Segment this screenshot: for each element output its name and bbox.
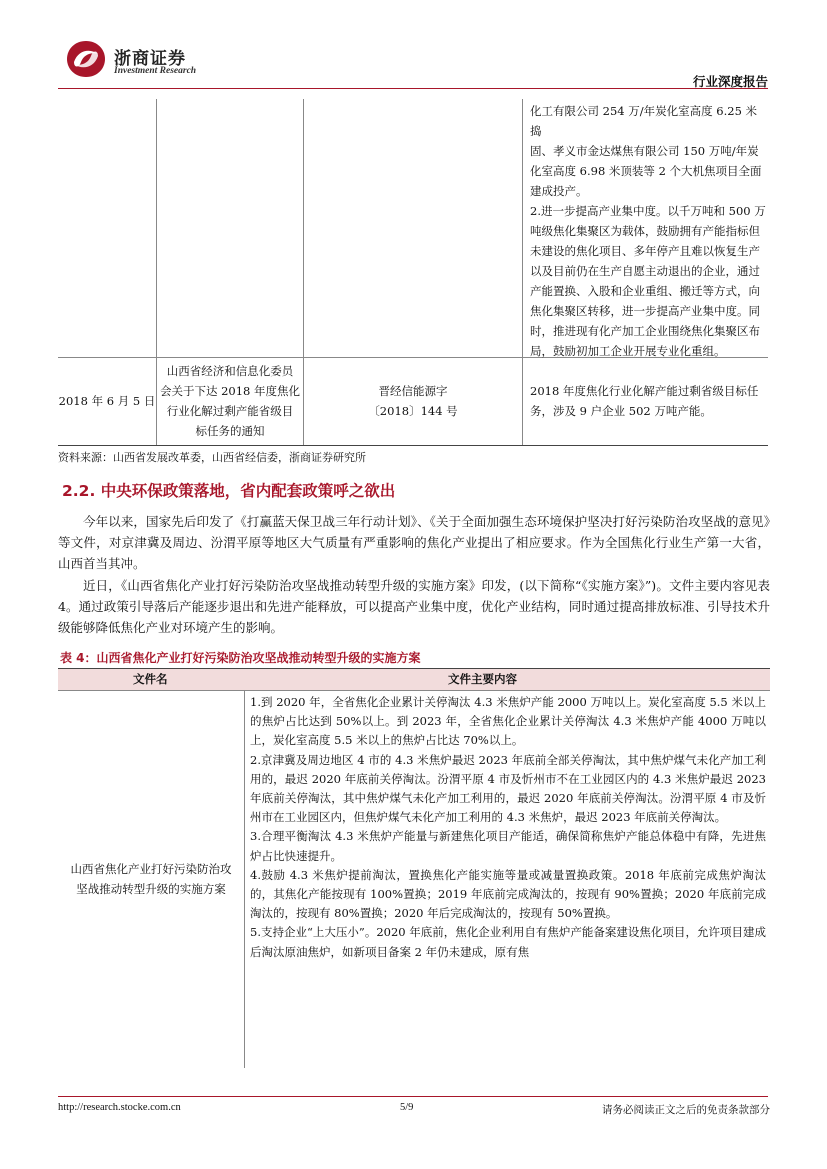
plan-item: 4.鼓励 4.3 米焦炉提前淘汰，置换焦化产能实施等量或减量置换政策。2018 年底前完成焦炉淘汰的，其焦化产能按现有 100%置换；2019 年底前完成淘汰的，按现有 90%置换；2020 年底前完成淘汰的，按现有 80%置换；2020 年后完成淘汰的，按现有 50%置换。: [250, 867, 766, 921]
table-cell-title: [157, 361, 303, 441]
cell-line: 产能置换、入股和企业重组、搬迁等方式，向: [530, 284, 760, 298]
table-header-row: [58, 668, 770, 690]
cell-line: 化室高度 6.98 米顶装等 2 个大机焦项目全面: [530, 164, 762, 178]
body-paragraph-2: 近日，《山西省焦化产业打好污染防治攻坚战推动转型升级的实施方案》印发，(以下简称“《实施方案》”)。文件主要内容见表 4。通过政策引导落后产能逐步退出和先进产能释放，可以提高产业集中度，优化产业结构，同时通过提高排放标准、引导技术升级能够降低焦化产业对环境产生的影响。: [58, 578, 770, 635]
cell-line: 标任务的通知: [195, 424, 265, 438]
cell-line: 化工有限公司 254 万/年炭化室高度 6.25 米捣: [530, 104, 758, 138]
table-header-content: 文件主要内容: [448, 672, 517, 686]
plan-item: 2.京津冀及周边地区 4 市的 4.3 米焦炉最迟 2023 年底前全部关停淘汰，其中焦炉煤气未化产加工利用的，最迟 2020 年底前关停淘汰。汾渭平原 4 市及忻州市不在工业园区内的 4.3 米焦炉最迟 2023 年底前关停淘汰，其中焦炉煤气未化产加工利用的，最迟 2020 年底前关停淘汰。汾渭平原 4 市及忻州市在工业园区内，但焦炉煤气未化产加工利用的 4.3 米焦炉，最迟 2023 年底前关停淘汰。: [250, 752, 766, 825]
cell-line: 务，涉及 9 户企业 502 万吨产能。: [530, 404, 712, 418]
table-cell-date: 2018 年 6 月 5 日: [58, 394, 156, 408]
table-cell-main-content: [244, 690, 770, 1068]
header-divider: [58, 88, 768, 89]
cell-line: 〔2018〕144 号: [368, 404, 458, 418]
cell-line: 局，鼓励初加工企业开展专业化重组。: [530, 344, 726, 358]
cell-line: 以及目前仍在生产自愿主动退出的企业，通过: [530, 264, 760, 278]
footer-disclaimer: 请务必阅读正文之后的免责条款部分: [602, 1104, 770, 1116]
cell-line: 2.进一步提高产业集中度。以千万吨和 500 万: [530, 204, 766, 218]
body-paragraph-1: 今年以来，国家先后印发了《打赢蓝天保卫战三年行动计划》、《关于全面加强生态环境保护坚决打好污染防治攻坚战的意见》等文件，对京津冀及周边、汾渭平原等地区大气质量有严重影响的焦化产业提出了相应要求。作为全国焦化行业生产第一大省，山西首当其冲。: [58, 514, 770, 571]
table-header-doc-name: 文件名: [133, 672, 168, 686]
cell-line: 山西省焦化产业打好污染防治攻: [70, 862, 232, 876]
cell-line: 焦化集聚区转移，进一步提高产业集中度。同: [530, 304, 760, 318]
cell-line: 行业化解过剩产能省级目: [166, 404, 294, 418]
cell-line: 时，推进现有化产加工企业围绕焦化集聚区布: [530, 324, 760, 338]
table-top-rule: [58, 668, 770, 669]
plan-item: 1.到 2020 年，全省焦化企业累计关停淘汰 4.3 米焦炉产能 2000 万吨以上。炭化室高度 5.5 米以上的焦炉占比达到 50%以上。到 2023 年，全省焦化企业累计关停淘汰 4.3 米焦炉产能 4000 万吨以上，炭化室高度 5.5 米以上的焦炉占比达 70%以上。: [250, 695, 766, 748]
plan-item: 3.合理平衡淘汰 4.3 米焦炉产能量与新建焦化项目产能适，确保简称焦炉产能总体稳中有降，先进焦炉占比快速提升。: [250, 829, 766, 863]
table-cell-content: [530, 381, 768, 421]
table-cell-doc-number: [304, 381, 522, 421]
cell-line: 吨级焦化集聚区为载体，鼓励拥有产能指标但: [530, 224, 760, 238]
cell-line: 坚战推动转型升级的实施方案: [76, 882, 226, 896]
implementation-plan-table: [58, 668, 770, 1068]
table-cell-doc-name: [58, 690, 244, 1068]
page-header: [58, 40, 768, 89]
source-note: 资料来源：山西省发展改革委，山西省经信委，浙商证券研究所: [58, 451, 366, 464]
cell-line: 建成投产。: [530, 184, 588, 198]
footer-url-link[interactable]: http://research.stocke.com.cn: [58, 1102, 181, 1113]
cell-line: 固、孝义市金达煤焦有限公司 150 万吨/年炭: [530, 144, 759, 158]
table-cell-content-continued: [530, 101, 768, 361]
table-col-divider: [522, 99, 523, 445]
plan-item: 5.支持企业“上大压小”。2020 年底前，焦化企业利用自有焦炉产能备案建设焦化项目，允许项目建成后淘汰原油焦炉，如新项目备案 2 年仍未建成，原有焦: [250, 925, 766, 959]
brand-name-cn: 浙商证券: [114, 49, 186, 69]
cell-line: 2018 年度焦化行业化解产能过剩省级目标任: [530, 384, 759, 398]
table-caption: 表 4：山西省焦化产业打好污染防治攻坚战推动转型升级的实施方案: [60, 651, 421, 665]
cell-line: 山西省经济和信息化委员: [166, 364, 294, 378]
table-bottom-rule: [58, 445, 768, 446]
zheshang-logo-icon: [66, 40, 106, 78]
report-type-label: 行业深度报告: [692, 74, 768, 89]
section-heading: 2.2. 中央环保政策落地，省内配套政策呼之欲出: [62, 482, 396, 500]
cell-line: 会关于下达 2018 年度焦化: [159, 384, 301, 398]
page-number: 5/9: [400, 1102, 414, 1113]
cell-line: 未建设的焦化项目、多年停产且难以恢复生产: [530, 244, 760, 258]
footer-divider: [58, 1096, 768, 1097]
cell-line: 晋经信能源字: [378, 384, 448, 398]
brand-name-en: Investment Research: [114, 66, 197, 76]
